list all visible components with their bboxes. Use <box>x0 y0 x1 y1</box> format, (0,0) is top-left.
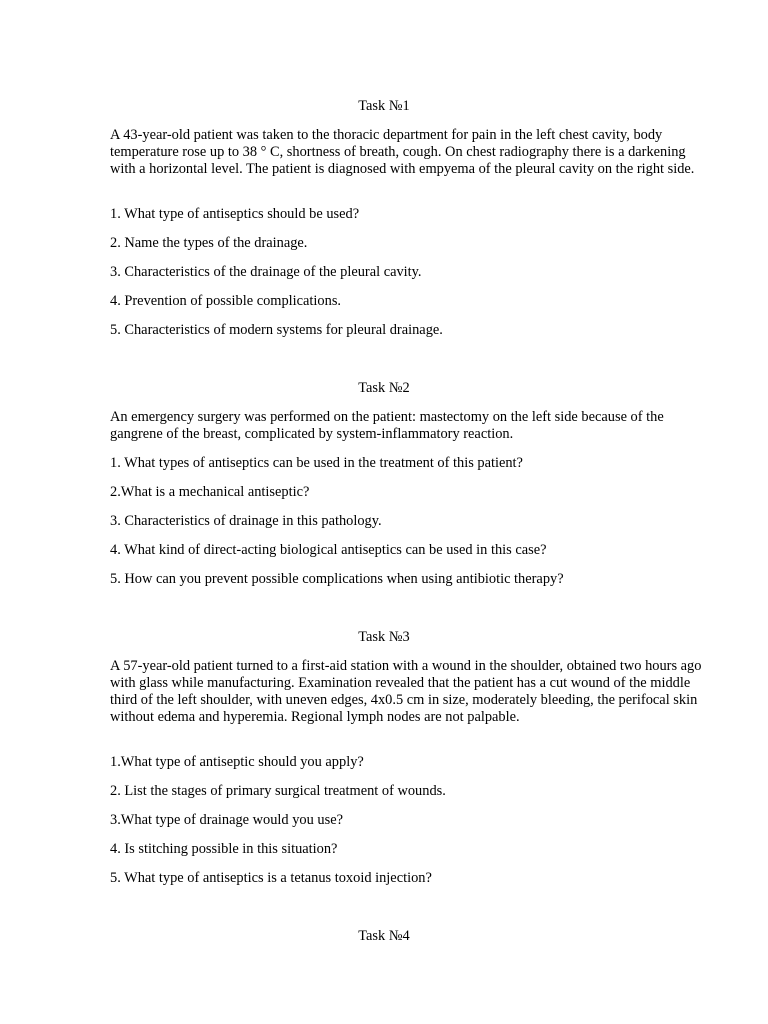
task-1-question-5: 5. Characteristics of modern systems for pleural drainage. <box>110 322 443 338</box>
task-3-question-3: 3.What type of drainage would you use? <box>110 812 343 828</box>
task-4-title: Task №4 <box>358 928 410 944</box>
task-3-title: Task №3 <box>358 629 410 645</box>
task-3-question-2: 2. List the stages of primary surgical treatment of wounds. <box>110 783 446 799</box>
task-2-question-4: 4. What kind of direct-acting biological antiseptics can be used in this case? <box>110 542 547 558</box>
task-3-question-4: 4. Is stitching possible in this situation? <box>110 841 338 857</box>
task-3-question-5: 5. What type of antiseptics is a tetanus toxoid injection? <box>110 870 432 886</box>
task-1-question-2: 2. Name the types of the drainage. <box>110 235 308 251</box>
task-1-question-1: 1. What type of antiseptics should be used? <box>110 206 360 222</box>
task-3-question-1: 1.What type of antiseptic should you apply? <box>110 754 364 770</box>
task-1-title: Task №1 <box>358 98 410 114</box>
task-3-description: A 57-year-old patient turned to a first-aid station with a wound in the shoulder, obtained two hours ago with glass while manufacturing. Examination revealed that the patient has a cut wound of the middle third of the left shoulder, with uneven edges, 4x0.5 cm in size, moderately bleeding, the perifocal skin without edema and hyperemia. Regional lymph nodes are not palpable. <box>110 658 702 725</box>
task-2-title: Task №2 <box>358 380 410 396</box>
task-1-question-4: 4. Prevention of possible complications. <box>110 293 342 309</box>
task-2-question-1: 1. What types of antiseptics can be used in the treatment of this patient? <box>110 455 523 471</box>
task-2-question-2: 2.What is a mechanical antiseptic? <box>110 484 310 500</box>
task-1-description: A 43-year-old patient was taken to the thoracic department for pain in the left chest cavity, body temperature rose up to 38 ° C, shortness of breath, cough. On chest radiography there is a darkening with a horizontal level. The patient is diagnosed with empyema of the pleural cavity on the right side. <box>110 127 695 177</box>
task-1-question-3: 3. Characteristics of the drainage of the pleural cavity. <box>110 264 422 280</box>
task-2-question-3: 3. Characteristics of drainage in this pathology. <box>110 513 382 529</box>
task-2-description: An emergency surgery was performed on the patient: mastectomy on the left side because of the gangrene of the breast, complicated by system-inflammatory reaction. <box>110 409 664 442</box>
task-2-question-5: 5. How can you prevent possible complications when using antibiotic therapy? <box>110 571 564 587</box>
